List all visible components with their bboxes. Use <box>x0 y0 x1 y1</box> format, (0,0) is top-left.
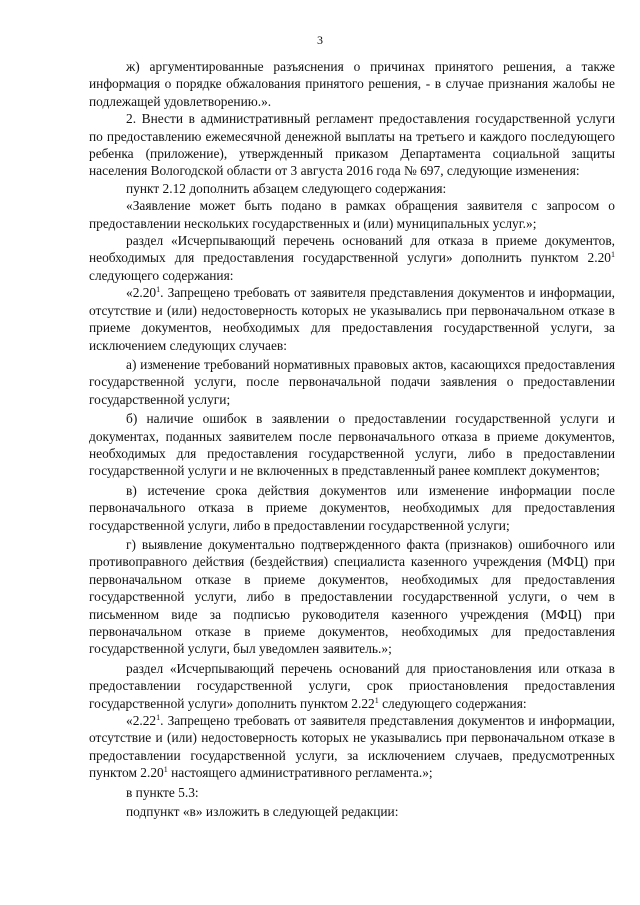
paragraph-item-a <box>89 356 615 408</box>
paragraph-text: пункт 2.12 дополнить абзацем следующего содержания: <box>126 180 447 196</box>
superscript: 1 <box>156 713 161 723</box>
paragraph-text: в) истечение срока действия документов или изменение информации после первоначального отказа в приеме документов, необходимых для предоставления государственной услуги, либо в предоставлении государственной услуги; <box>89 482 615 533</box>
paragraph-item-g <box>89 536 615 658</box>
paragraph-text: а) изменение требований нормативных правовых актов, касающихся предоставления государственной услуги, после первоначальной подачи заявления о предоставлении государственной услуги; <box>89 356 615 407</box>
document-body <box>89 58 615 820</box>
paragraph-text: настоящего административного регламента.»; <box>167 765 433 781</box>
paragraph-section-suspension <box>89 660 615 712</box>
paragraph-text: раздел «Исчерпывающий перечень оснований для приостановления или отказа в предоставлении государственной услуги, срок приостановления предоставления государственной услуги» дополнить пунктом 2.22 <box>89 660 615 711</box>
paragraph-point-2-22-1 <box>89 712 615 782</box>
paragraph-item-b <box>89 410 615 480</box>
paragraph-point-5-3 <box>89 784 615 801</box>
paragraph-text: в пункте 5.3: <box>126 784 199 800</box>
paragraph-text: . Запрещено требовать от заявителя представления документов и информации, отсутствие и (или) недостоверность которых не указывались при первоначальном отказе в предоставлении государственной услуги, за исключением случаев, предусмотренных пунктом 2.20 <box>89 713 615 781</box>
paragraph-text: 2. Внести в административный регламент предоставления государственной услуги по предоставлению ежемесячной денежной выплаты на третьего и каждого последующего ребенка (приложение), утвержденный приказом Департамента социальной защиты населения Вологодской области от 3 августа 2016 года № 697, следующие изменения: <box>89 111 615 179</box>
paragraph-text: . Запрещено требовать от заявителя представления документов и информации, отсутствие и (или) недостоверность которых не указывались при первоначальном отказе в приеме документов, необходимых для предоставления государственной услуги, за исключением следующих случаев: <box>89 285 615 353</box>
superscript: 1 <box>156 285 161 295</box>
paragraph-point-2-20-1 <box>89 284 615 354</box>
paragraph-text: «Заявление может быть подано в рамках обращения заявителя с запросом о предоставлении нескольких государственных и (или) муниципальных услуг.»; <box>89 198 615 231</box>
paragraph-text: б) наличие ошибок в заявлении о предоставлении государственной услуги и документах, поданных заявителем после первоначального отказа в приеме документов, необходимых для предоставления государственной услуги, либо в предоставлении государственной услуги и не включенных в представленный ранее комплект документов; <box>89 411 615 479</box>
paragraph-section-refusal <box>89 232 615 284</box>
superscript: 1 <box>374 695 379 705</box>
paragraph-text: следующего содержания: <box>378 695 527 711</box>
paragraph-text: раздел «Исчерпывающий перечень оснований для отказа в приеме документов, необходимых для предоставления государственной услуги» дополнить пунктом 2.20 <box>89 233 615 266</box>
paragraph-item-v <box>89 482 615 534</box>
paragraph-point-2-12 <box>89 180 615 197</box>
paragraph-item-zh <box>89 58 615 110</box>
paragraph-text: г) выявление документально подтвержденного факта (признаков) ошибочного или противоправного действия (бездействия) специалиста казенного учреждения (МФЦ) при первоначальном отказе в приеме документов, необходимых для предоставления государственной услуги, либо в предоставлении государственной услуги, о чем в письменном виде за подписью руководителя казенного учреждения (МФЦ) при первоначальном отказе в приеме документов, необходимых для предоставления государственной услуги, был уведомлен заявитель.»; <box>89 536 615 657</box>
superscript: 1 <box>611 250 615 260</box>
paragraph-section-2 <box>89 110 615 180</box>
paragraph-text: ж) аргументированные разъяснения о причинах принятого решения, а также информация о порядке обжалования принятого решения, - в случае признания жалобы не подлежащей удовлетворению.». <box>89 59 615 109</box>
paragraph-text: «2.20 <box>126 285 157 301</box>
paragraph-text: следующего содержания: <box>89 267 234 283</box>
page-number: 3 <box>317 33 323 47</box>
superscript: 1 <box>163 765 168 775</box>
paragraph-subpoint-v <box>89 803 615 820</box>
paragraph-text: подпункт «в» изложить в следующей редакции: <box>126 804 399 820</box>
paragraph-text: «2.22 <box>126 713 157 729</box>
paragraph-quote-application <box>89 197 615 232</box>
